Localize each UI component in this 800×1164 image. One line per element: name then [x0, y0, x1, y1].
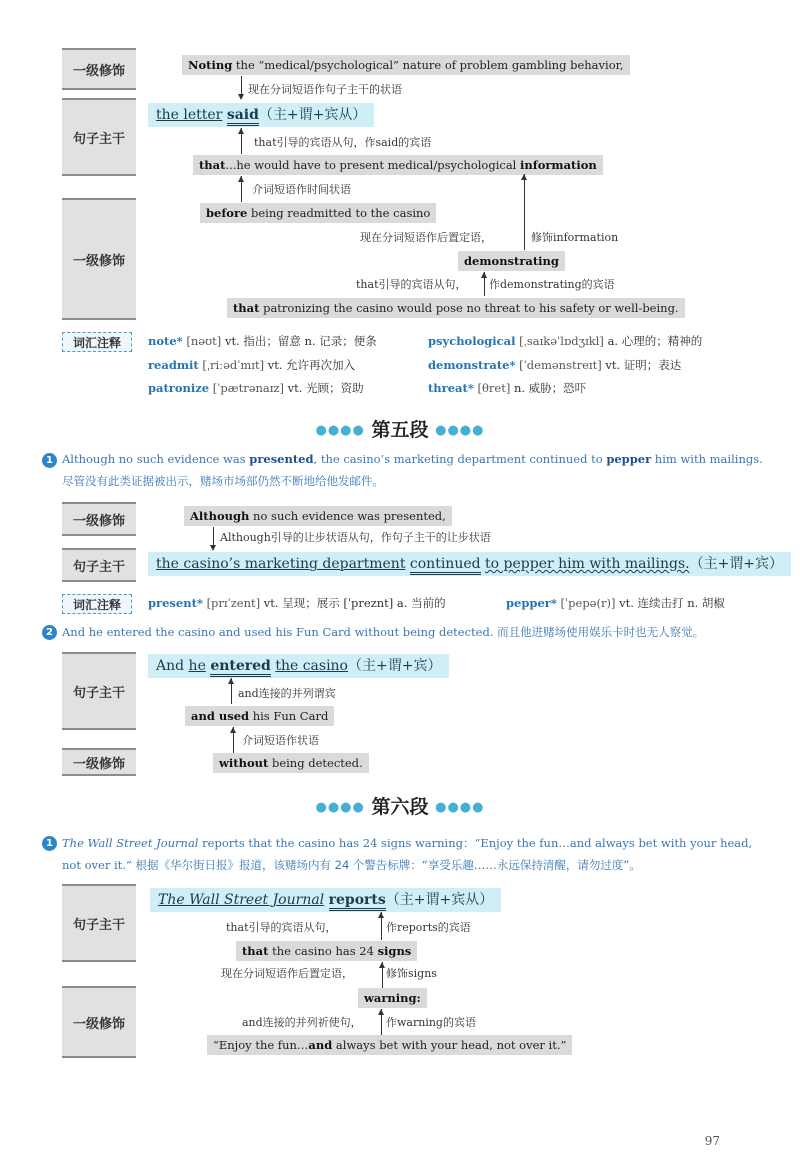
vocab-pepper: pepper* [ˈpepə(r)] vt. 连续击打 n. 胡椒: [506, 596, 725, 610]
warning-word: warning:: [358, 988, 427, 1008]
noting-phrase: Noting the “medical/psychological” nature of problem gambling behavior,: [182, 55, 630, 75]
vocab-readmit: readmit [ˌriːədˈmɪt] vt. 允许再次加入: [148, 358, 356, 372]
without-phrase: without being detected.: [213, 753, 369, 773]
s6-sentence1-line2: not over it.” 根据《华尔街日报》报道，该赌场内有 24 个警告标牌：“享受乐趣……永远保持清醒，请勿过度”。: [62, 858, 641, 872]
s6-sentence1-line1: The Wall Street Journal reports that the casino has 24 signs warning：“Enjoy the fun…and always bet with your head,: [62, 836, 753, 850]
s5-main-clause-2: And he entered the casino（主+谓+宾）: [148, 654, 449, 678]
section-6-title: ●●●● 第六段 ●●●●: [315, 796, 485, 818]
main-clause-label-2: 句子主干: [62, 548, 136, 582]
main-clause-label-3: 句子主干: [62, 652, 136, 730]
quote-enjoy-the-fun: “Enjoy the fun…and always bet with your head, not over it.”: [207, 1035, 572, 1055]
that-patronizing-clause: that patronizing the casino would pose no threat to his safety or well-being.: [227, 298, 685, 318]
first-level-modifier-label-5: 一级修饰: [62, 986, 136, 1058]
before-phrase: before being readmitted to the casino: [200, 203, 436, 223]
s5-sentence2: And he entered the casino and used his Fun Card without being detected. 而且他进赌场使用娱乐卡时也无人察觉。: [62, 625, 705, 639]
s5-sentence1-cn: 尽管没有此类证据被出示，赌场市场部仍然不断地给他发邮件。: [62, 474, 384, 488]
note-object-clause-reports: that引导的宾语从句，: [226, 921, 337, 934]
note-modifies-signs: 修饰signs: [386, 967, 437, 980]
demonstrating-word: demonstrating: [458, 251, 565, 271]
s5-sentence1-en: Although no such evidence was presented, the casino’s marketing department continued to pepper him with mailings.: [62, 452, 763, 466]
vocab-present: present* [prɪˈzent] vt. 呈现；展示 [ˈpreznt] a. 当前的: [148, 596, 446, 610]
note-parallel-imperative: and连接的并列祈使句，: [242, 1016, 362, 1029]
although-clause: Although no such evidence was presented,: [184, 506, 452, 526]
vocab-patronize: patronize [ˈpætrənaɪz] vt. 光顾；资助: [148, 381, 364, 395]
sentence-number-2: 2: [42, 625, 57, 640]
vocab-note: note* [nəʊt] vt. 指出；留意 n. 记录；便条: [148, 334, 377, 348]
note-prep-adverbial: 介词短语作状语: [242, 734, 319, 747]
note-parallel-predicate: and连接的并列谓宾: [238, 687, 336, 700]
first-level-modifier-label-2: 一级修饰: [62, 198, 136, 320]
and-used-phrase: and used his Fun Card: [185, 706, 334, 726]
vocab-notes-label: 词汇注释: [62, 332, 132, 352]
sentence-number-1: 1: [42, 453, 57, 468]
main-clause-the-letter-said: the letter said（主+谓+宾从）: [148, 103, 374, 127]
note-object-of-demonstrating: 作demonstrating的宾语: [489, 278, 615, 291]
s5-main-clause: the casino’s marketing department continued to pepper him with mailings.（主+谓+宾）: [148, 552, 791, 576]
note-object-of-warning: 作warning的宾语: [386, 1016, 476, 1029]
note-concessive: Although引导的让步状语从句，作句子主干的让步状语: [220, 531, 491, 544]
main-clause-label-4: 句子主干: [62, 884, 136, 962]
note-object-of-reports: 作reports的宾语: [386, 921, 471, 934]
vocab-notes-label-2: 词汇注释: [62, 594, 132, 614]
first-level-modifier-label: 一级修饰: [62, 48, 136, 90]
note-post-modifier: 现在分词短语作后置定语，: [360, 231, 492, 244]
that-clause: that...he would have to present medical/psychological information: [193, 155, 603, 175]
note-modifies-information: 修饰information: [531, 231, 619, 244]
note-post-modifier-signs: 现在分词短语作后置定语，: [221, 967, 353, 980]
vocab-threat: threat* [θret] n. 威胁；恐吓: [428, 381, 587, 395]
vocab-psychological: psychological [ˌsaɪkəˈlɒdʒɪkl] a. 心理的；精神的: [428, 334, 703, 348]
first-level-modifier-label-3: 一级修饰: [62, 502, 136, 536]
that-casino-clause: that the casino has 24 signs: [236, 941, 417, 961]
note-that-clause: that引导的宾语从句，作said的宾语: [254, 136, 432, 149]
page-number: 97: [704, 1134, 720, 1148]
main-clause-label: 句子主干: [62, 98, 136, 176]
sentence-number-6-1: 1: [42, 836, 57, 851]
vocab-demonstrate: demonstrate* [ˈdemənstreɪt] vt. 证明；表达: [428, 358, 682, 372]
note-time-adverbial: 介词短语作时间状语: [252, 183, 351, 196]
note-that-object-clause: that引导的宾语从句，: [356, 278, 467, 291]
s6-main-clause: The Wall Street Journal reports（主+谓+宾从）: [150, 888, 501, 912]
first-level-modifier-label-4: 一级修饰: [62, 748, 136, 776]
section-5-title: ●●●● 第五段 ●●●●: [315, 419, 485, 441]
note-participle-adverbial: 现在分词短语作句子主干的状语: [248, 83, 402, 96]
